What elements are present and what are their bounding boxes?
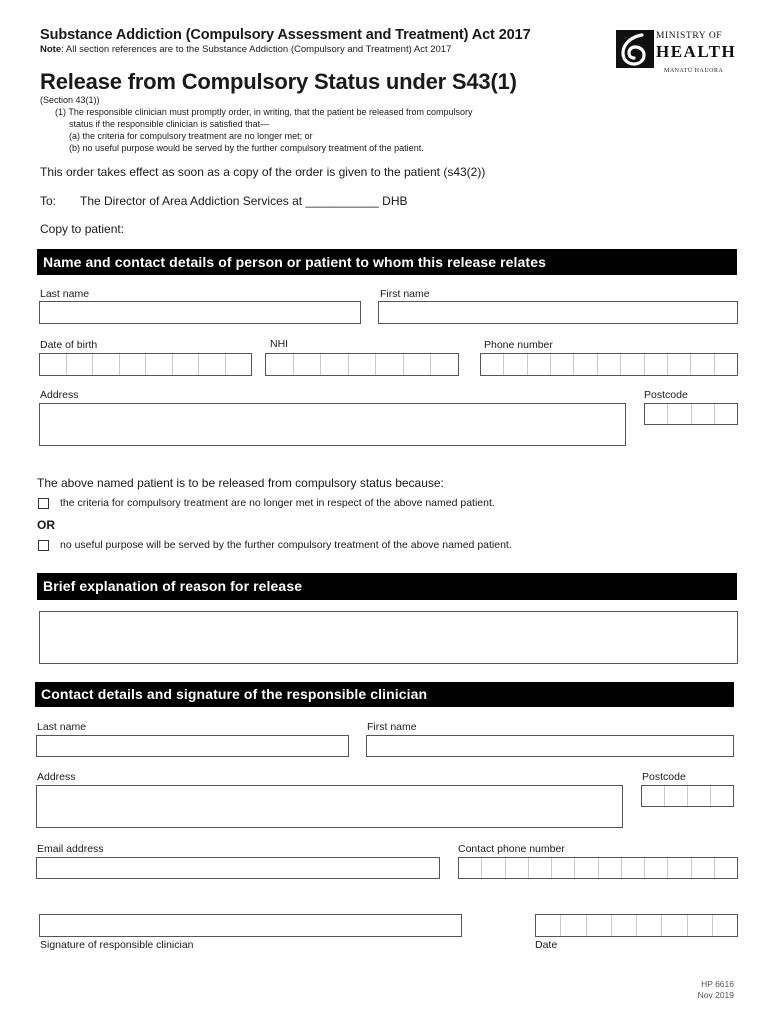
patient-dob-field[interactable] [39, 353, 252, 376]
form-code-date: Nov 2019 [697, 990, 734, 1000]
clinician-first-name-field[interactable] [366, 735, 734, 757]
explanation-field[interactable] [39, 611, 738, 664]
to-recipient: The Director of Area Addiction Services at ___________ DHB [80, 194, 408, 208]
to-line [40, 194, 408, 208]
patient-postcode-label: Postcode [644, 389, 688, 401]
act-note [40, 44, 451, 55]
act-title: Substance Addiction (Compulsory Assessment and Treatment) Act 2017 [40, 27, 531, 43]
clinician-postcode-field[interactable] [641, 785, 734, 807]
patient-section-heading: Name and contact details of person or patient to whom this release relates [37, 249, 737, 275]
patient-last-name-field[interactable] [39, 301, 361, 324]
clinician-last-name-field[interactable] [36, 735, 349, 757]
no-useful-purpose-text: no useful purpose will be served by the further compulsory treatment of the above named patient. [60, 539, 512, 551]
date-field[interactable] [535, 914, 738, 937]
contact-phone-label: Contact phone number [458, 843, 565, 855]
or-label: OR [37, 518, 55, 532]
patient-address-field[interactable] [39, 403, 626, 446]
patient-phone-label: Phone number [484, 339, 553, 351]
explanation-section-heading: Brief explanation of reason for release [37, 573, 737, 600]
logo-line-maori: MANATŪ HAUORA [664, 68, 724, 74]
clinician-address-label: Address [37, 771, 76, 783]
koru-icon [616, 30, 654, 68]
patient-phone-field[interactable] [480, 353, 738, 376]
logo-line-ministry: MINISTRY OF [656, 31, 723, 41]
clinician-section-heading: Contact details and signature of the responsible clinician [35, 682, 734, 707]
clinician-postcode-label: Postcode [642, 771, 686, 783]
patient-nhi-field[interactable] [265, 353, 459, 376]
section-line-4: (b) no useful purpose would be served by the further compulsory treatment of the patient. [69, 143, 424, 153]
order-effect-note: This order takes effect as soon as a copy of the order is given to the patient (s43(2)) [40, 165, 486, 179]
section-ref: (Section 43(1)) [40, 95, 100, 105]
copy-to-patient: Copy to patient: [40, 222, 125, 236]
patient-postcode-field[interactable] [644, 403, 738, 425]
patient-first-name-label: First name [380, 288, 430, 300]
note-label: Note [40, 44, 62, 55]
note-text: : All section references are to the Substance Addiction (Compulsory and Treatment) Act 2017 [61, 44, 452, 55]
form-title: Release from Compulsory Status under S43(1) [40, 69, 517, 94]
email-field[interactable] [36, 857, 440, 879]
contact-phone-field[interactable] [458, 857, 738, 879]
criteria-not-met-checkbox[interactable] [38, 498, 49, 509]
section-line-1: (1) The responsible clinician must promptly order, in writing, that the patient be released from compulsory [55, 107, 473, 117]
clinician-first-name-label: First name [367, 721, 417, 733]
no-useful-purpose-checkbox[interactable] [38, 540, 49, 551]
clinician-last-name-label: Last name [37, 721, 87, 733]
logo-line-health: HEALTH [656, 41, 737, 61]
clinician-address-field[interactable] [36, 785, 623, 828]
patient-first-name-field[interactable] [378, 301, 738, 324]
email-label: Email address [37, 843, 104, 855]
signature-label: Signature of responsible clinician [40, 939, 194, 951]
signature-field[interactable] [39, 914, 462, 937]
patient-nhi-label: NHI [270, 338, 289, 350]
section-line-2: status if the responsible clinician is satisfied that— [69, 119, 270, 129]
patient-dob-label: Date of birth [40, 339, 98, 351]
section-line-3: (a) the criteria for compulsory treatment are no longer met; or [69, 131, 313, 141]
to-label: To: [40, 194, 57, 208]
patient-address-label: Address [40, 389, 79, 401]
ministry-of-health-logo [616, 28, 736, 76]
reason-lead: The above named patient is to be released from compulsory status because: [37, 476, 444, 490]
date-label: Date [535, 939, 558, 951]
form-code-number: HP 6616 [701, 979, 734, 989]
form-code [698, 979, 734, 1001]
patient-last-name-label: Last name [40, 288, 90, 300]
criteria-not-met-text: the criteria for compulsory treatment are no longer met in respect of the above named patient. [60, 497, 495, 509]
